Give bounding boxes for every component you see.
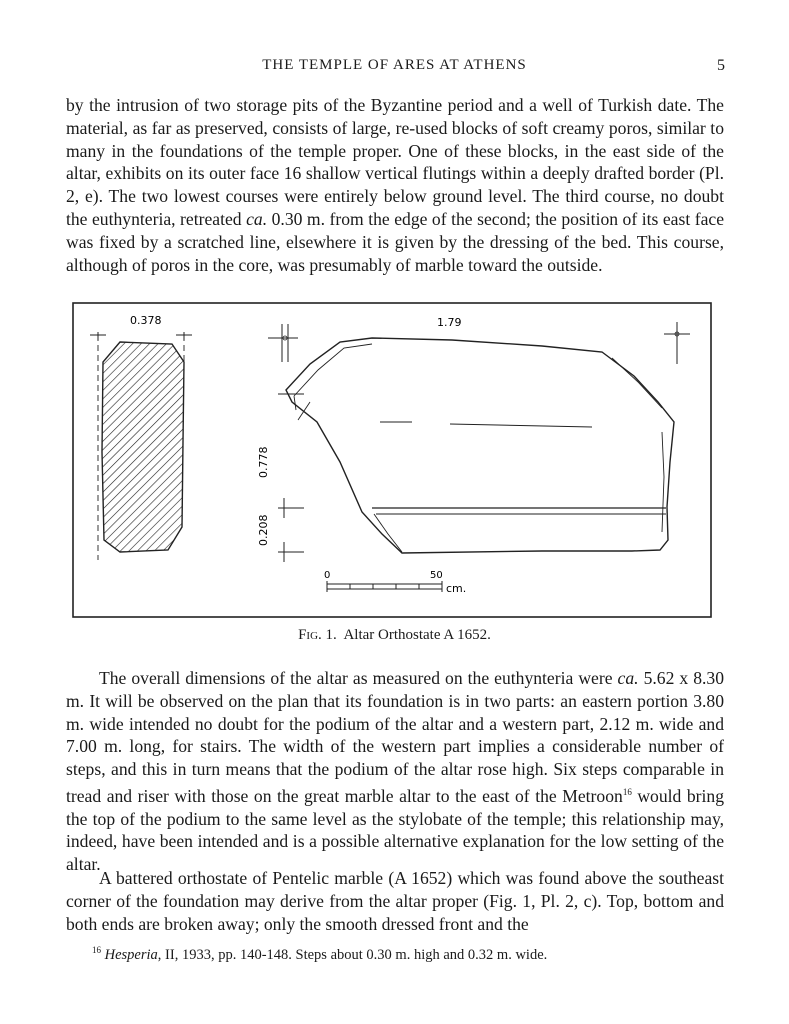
altar-orthostate-drawing: [72, 302, 712, 618]
paragraph-1-ca: ca.: [246, 208, 268, 229]
caption-label: Fig. 1.: [298, 627, 337, 643]
paragraph-2: [66, 667, 724, 876]
paragraph-3-text: A battered orthostate of Pentelic marble (A 1652) which was found above the southeast corner of the foundation may derive from the altar proper (Fig. 1, Pl. 2, c). Top, bottom and both ends are broken away; only the smooth dressed front and the: [66, 868, 724, 934]
footnote-number: 16: [92, 945, 101, 955]
figure-caption: [0, 627, 789, 644]
scale-unit: cm.: [446, 582, 467, 595]
dim-section-width: 0.378: [130, 314, 162, 327]
caption-text: Altar Orthostate A 1652.: [343, 627, 491, 643]
footnote-source: Hesperia: [104, 946, 158, 963]
paragraph-1: [66, 94, 724, 276]
scale-start: 0: [324, 570, 331, 581]
dim-height-upper: 0.778: [257, 446, 270, 478]
dim-length: 1.79: [437, 316, 462, 329]
paragraph-1-text-a: by the intrusion of two storage pits of the Byzantine period and a well of Turkish date. The material, as far as preserved, consists of large, re-used blocks of soft creamy poros, similar to many in the foundations of the temple proper. One of these blocks, in the east side of the altar, exhibits on its outer face 16 shallow vertical flutings within a deeply drafted border (Pl. 2, e). The two lowest courses were entirely below ground level. The third course, no doubt the euthynteria, retreated: [66, 95, 724, 229]
block-inner-edges: [294, 344, 664, 532]
scale-bar: [324, 570, 466, 595]
elevation-view: [257, 316, 690, 595]
running-head: [0, 57, 789, 79]
figure-1: [72, 302, 712, 618]
section-view: [90, 314, 192, 560]
page-number: 5: [717, 57, 725, 74]
paragraph-2-text-a: The overall dimensions of the altar as measured on the euthynteria were: [99, 668, 618, 688]
footnote-ref[interactable]: 16: [622, 786, 632, 797]
scale-mid: 50: [430, 570, 443, 581]
paragraph-2-text-b: 5.62 x 8.30 m. It will be observed on the plan that its foundation is in two parts: an eastern portion 3.80 m. wide intended no doubt for the podium of the altar and a western part, 2.12 m. wide and 7.00 m. long, for stairs. The width of the western part implies a considerable number of steps, and this in turn means that the podium of the altar rose high. Six steps comparable in tread and riser with those on the great marble altar to the east of the Metroon: [66, 668, 724, 806]
footnote: [92, 945, 732, 964]
dim-height-lower: 0.208: [257, 514, 270, 546]
paragraph-3: [66, 867, 724, 935]
footnote-text: , II, 1933, pp. 140-148. Steps about 0.30 m. high and 0.32 m. wide.: [157, 946, 548, 963]
scratch-line-right: [450, 424, 592, 427]
block-outline: [286, 338, 674, 553]
paragraph-1-text-b: 0.30 m. from the edge of the second; the position of its east face was fixed by a scratched line, elsewhere it is given by the dressing of the bed. This course, although of poros in the core, was presumably of marble toward the outside.: [66, 208, 724, 275]
paragraph-2-text-c: would bring the top of the podium to the same level as the stylobate of the temple; this relationship may, indeed, have been intended and is a possible alternative explanation for the low setting of the altar.: [66, 785, 724, 875]
paragraph-2-ca: ca.: [617, 668, 639, 688]
hatched-section: [102, 342, 184, 552]
running-title: THE TEMPLE OF ARES AT ATHENS: [262, 57, 527, 73]
